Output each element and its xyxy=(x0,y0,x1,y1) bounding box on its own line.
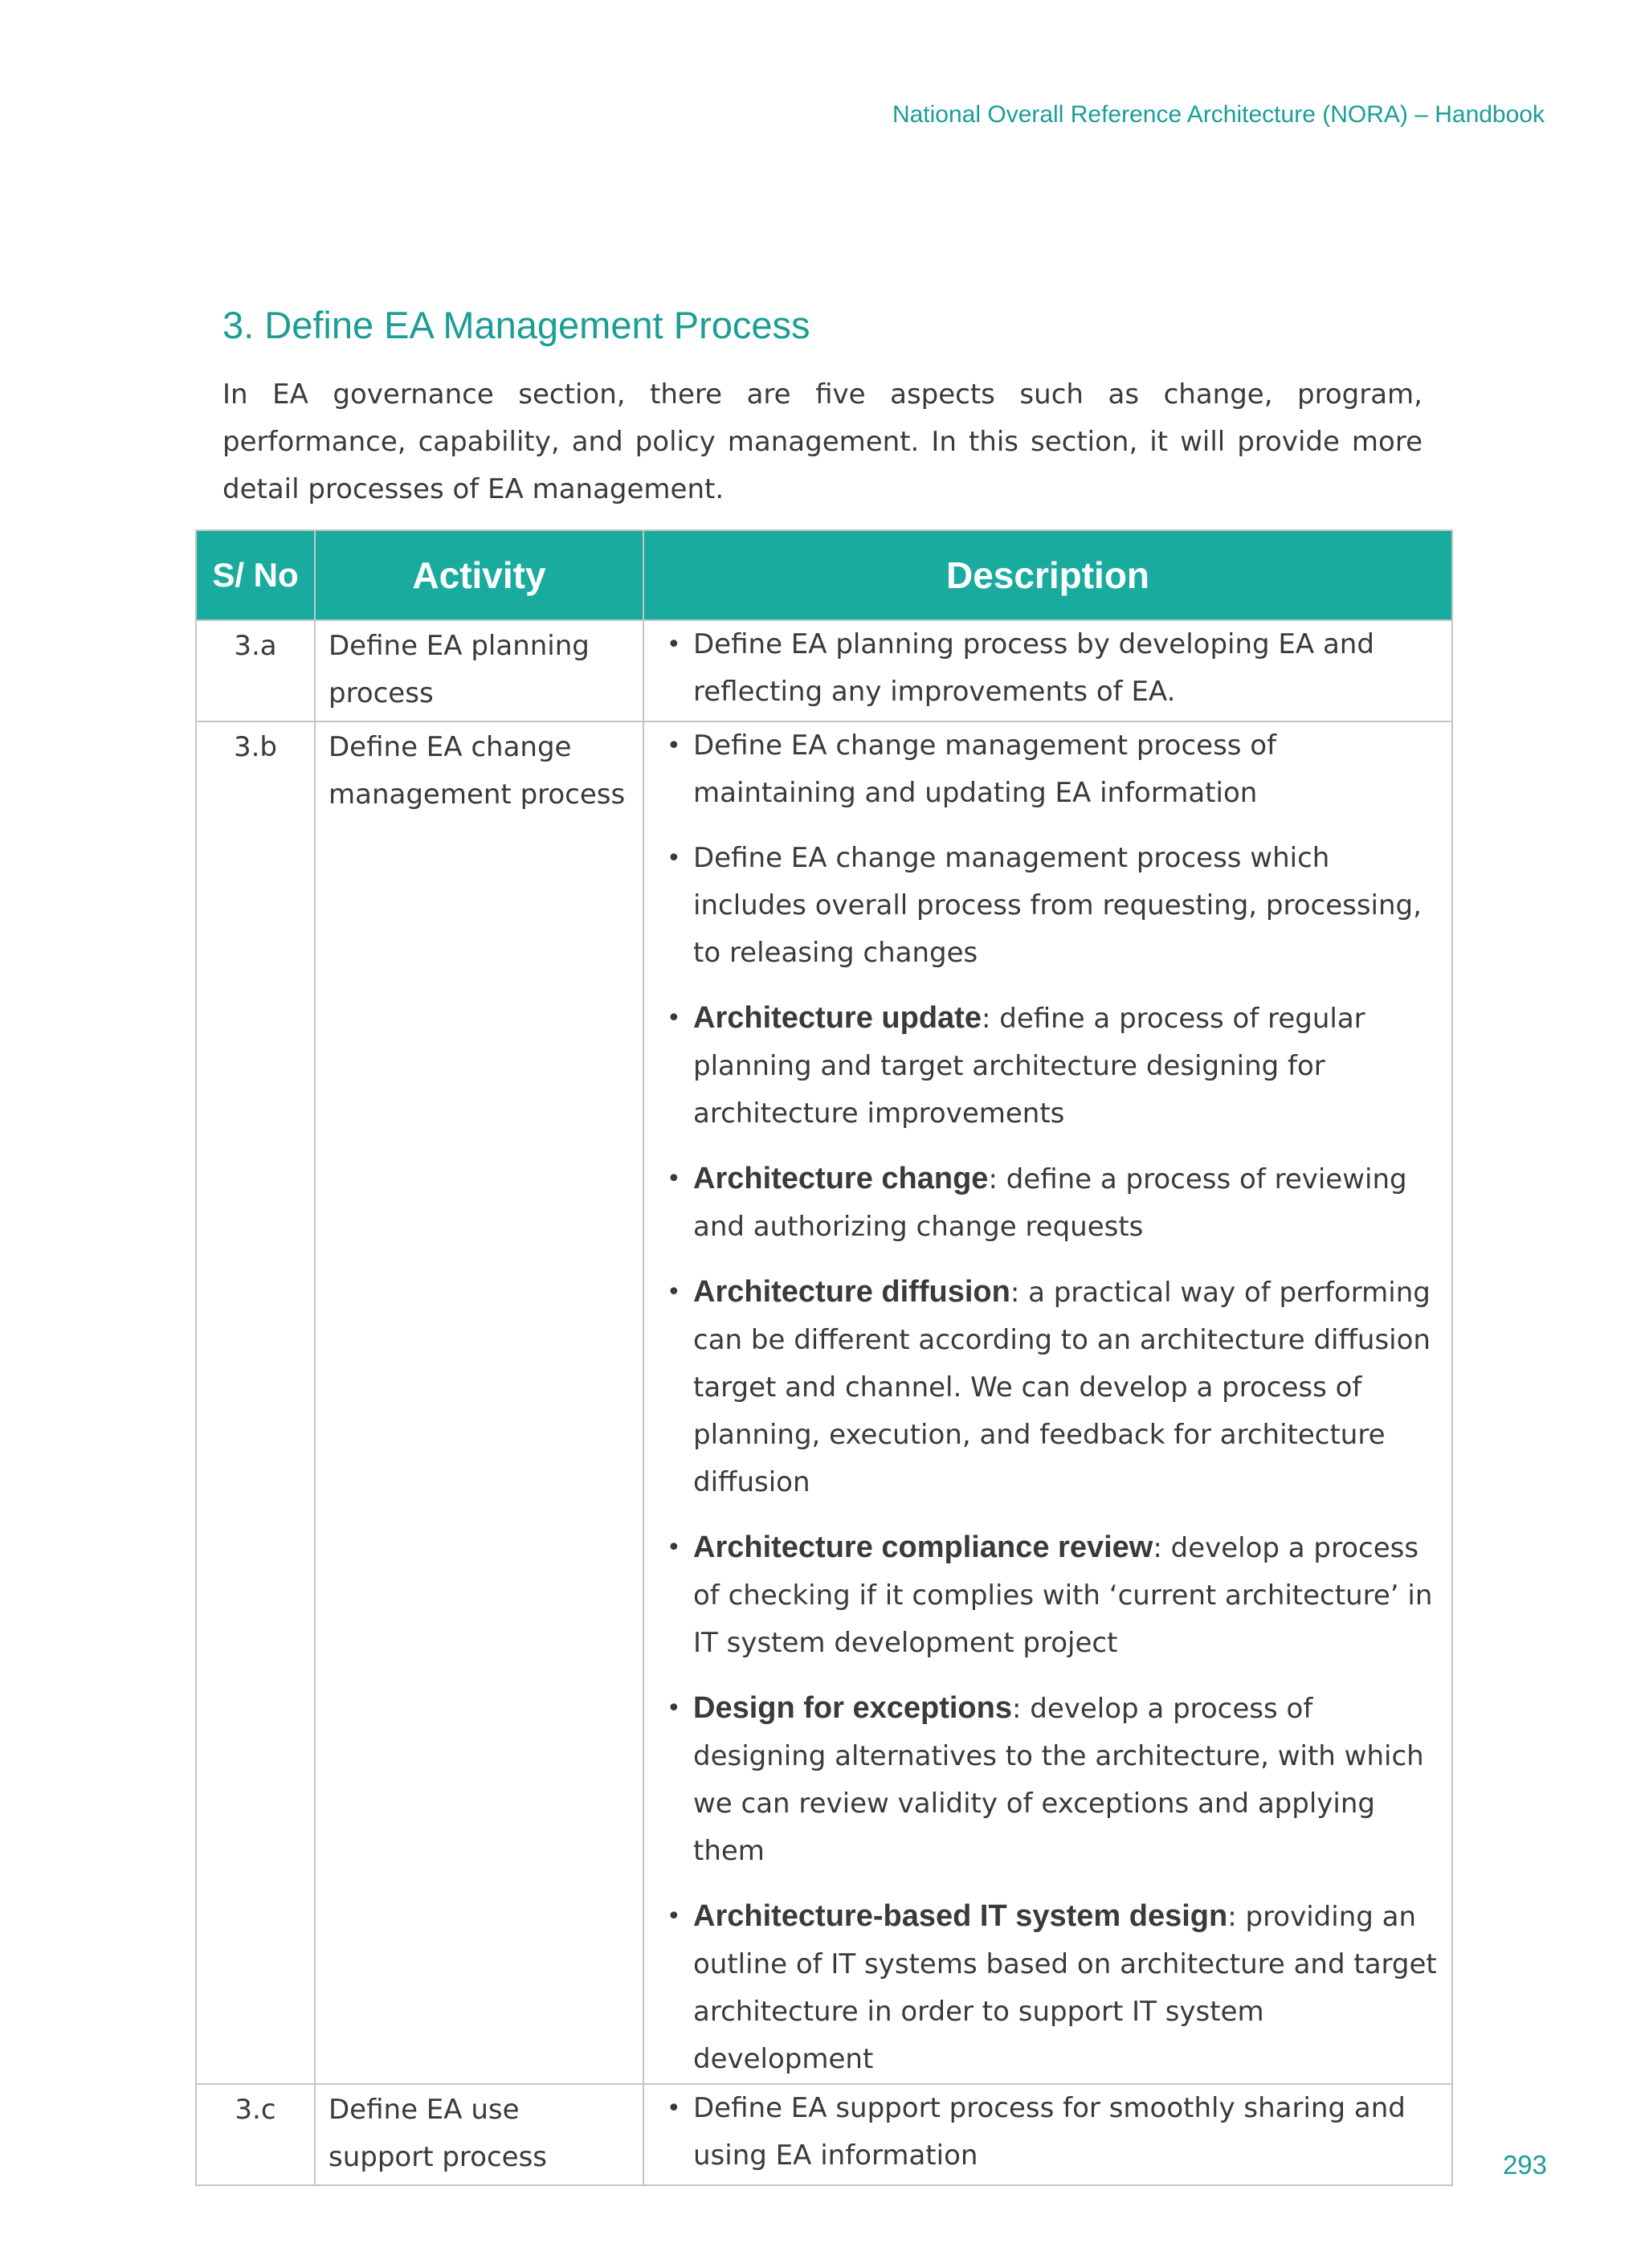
description-item xyxy=(655,1893,1440,2083)
description-item xyxy=(655,835,1440,977)
item-text: Define EA change management process which includes overall process from requesting, processing, to releasing changes xyxy=(693,842,1422,969)
description-item xyxy=(655,1269,1440,1506)
item-term: Architecture-based IT system design xyxy=(693,1899,1228,1933)
bullet-icon: • xyxy=(667,1165,681,1193)
item-text: Define EA planning process by developing EA and reflecting any improvements of EA. xyxy=(693,628,1374,708)
bullet-icon: • xyxy=(667,1534,681,1562)
item-text: : a practical way of performing can be different according to an architecture diffusion target and channel. We can develop a process of planning, execution, and feedback for architecture diffusion xyxy=(693,1277,1431,1498)
row-number: 3.b xyxy=(196,721,315,2084)
description-list xyxy=(655,621,1440,716)
description-item xyxy=(655,1685,1440,1875)
table-row xyxy=(196,2084,1452,2185)
table-row xyxy=(196,721,1452,2084)
row-number: 3.c xyxy=(196,2084,315,2185)
bullet-icon: • xyxy=(667,631,681,659)
row-activity: Define EA change management process xyxy=(315,721,643,2084)
item-text: Define EA support process for smoothly sharing and using EA information xyxy=(693,2092,1406,2172)
item-term: Design for exceptions xyxy=(693,1691,1012,1725)
item-term: Architecture update xyxy=(693,1001,982,1035)
bullet-icon: • xyxy=(667,1278,681,1306)
description-item xyxy=(655,1155,1440,1251)
section-title: 3. Define EA Management Process xyxy=(222,304,810,346)
row-description xyxy=(643,620,1452,721)
row-activity: Define EA use support process xyxy=(315,2084,643,2185)
item-text: Define EA change management process of maintaining and updating EA information xyxy=(693,729,1277,809)
description-item xyxy=(655,1524,1440,1667)
row-description xyxy=(643,721,1452,2084)
bullet-icon: • xyxy=(667,1004,681,1032)
item-text: : define a process of reviewing and authorizing change requests xyxy=(693,1163,1407,1243)
description-list xyxy=(655,2085,1440,2180)
item-term: Architecture compliance review xyxy=(693,1530,1153,1564)
header-description: Description xyxy=(643,530,1452,620)
header-activity: Activity xyxy=(315,530,643,620)
row-number: 3.a xyxy=(196,620,315,721)
table-row xyxy=(196,620,1452,721)
row-activity: Define EA planning process xyxy=(315,620,643,721)
table-header-row xyxy=(196,530,1452,620)
page-number: 293 xyxy=(1502,2150,1547,2180)
intro-paragraph: In EA governance section, there are five aspects such as change, program, performance, capability, and policy management. In this section, it will provide more detail processes of EA management. xyxy=(222,378,1423,505)
table-body xyxy=(196,620,1452,2185)
item-text: : define a process of regular planning and target architecture designing for architecture improvements xyxy=(693,1003,1365,1130)
bullet-icon: • xyxy=(667,844,681,872)
bullet-icon: • xyxy=(667,2094,681,2123)
row-description xyxy=(643,2084,1452,2185)
item-text: : develop a process of designing alternatives to the architecture, with which we can review validity of exceptions and applying them xyxy=(693,1693,1424,1867)
description-item xyxy=(655,2085,1440,2180)
running-header: National Overall Reference Architecture (NORA) – Handbook xyxy=(892,101,1545,128)
bullet-icon: • xyxy=(667,1902,681,1931)
item-text: : providing an outline of IT systems based on architecture and target architecture in order to support IT system development xyxy=(693,1901,1437,2075)
description-list xyxy=(655,722,1440,2083)
description-item xyxy=(655,621,1440,716)
bullet-icon: • xyxy=(667,732,681,760)
process-table xyxy=(195,529,1453,2186)
description-item xyxy=(655,722,1440,817)
header-sno: S/ No xyxy=(196,530,315,620)
item-term: Architecture diffusion xyxy=(693,1275,1010,1309)
description-item xyxy=(655,995,1440,1138)
bullet-icon: • xyxy=(667,1694,681,1722)
item-term: Architecture change xyxy=(693,1162,989,1195)
item-text: : develop a process of checking if it complies with ‘current architecture’ in IT system development project xyxy=(693,1532,1433,1659)
